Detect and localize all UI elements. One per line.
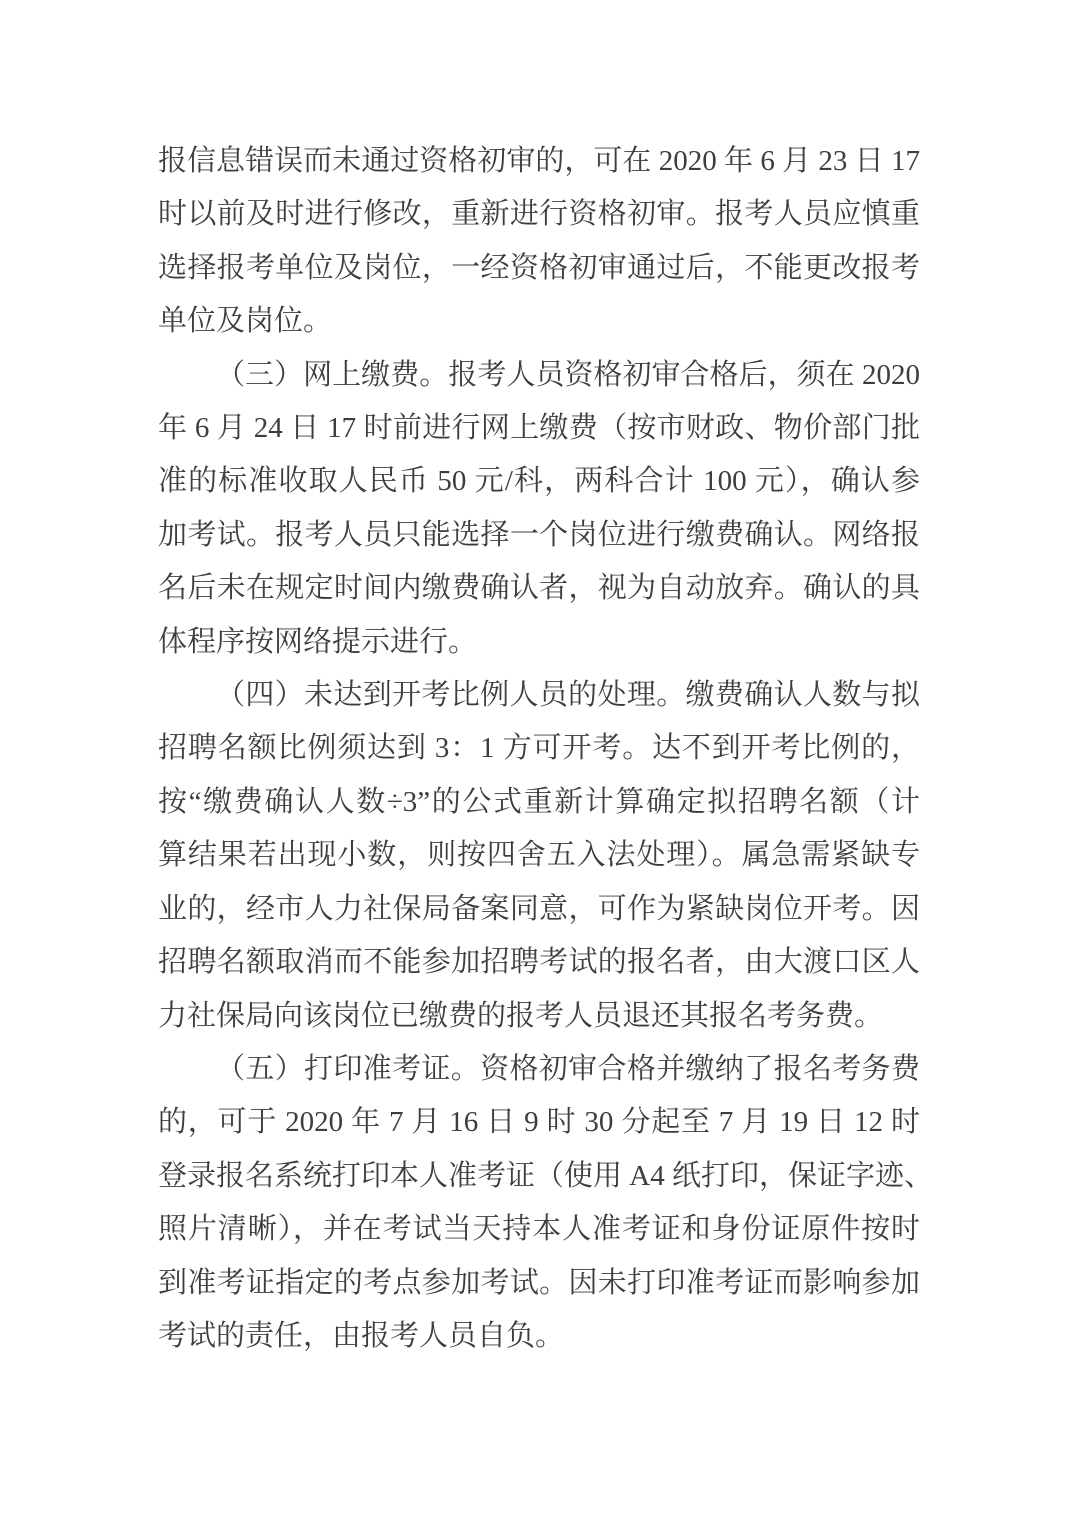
text-line: 考试的责任，由报考人员自负。 [158,1319,565,1352]
paragraph-section-5-admission-ticket [158,1043,933,1363]
paragraph-registration-modification [158,135,920,349]
text-line: 名后未在规定时间内缴费确认者，视为自动放弃。确认的具 [158,572,920,605]
text-line: 到准考证指定的考点参加考试。因未打印准考证而影响参加 [158,1266,920,1299]
paragraph-section-4-exam-ratio [158,669,920,1043]
paragraph-section-3-online-payment [158,349,920,669]
text-line: 时以前及时进行修改，重新进行资格初审。报考人员应慎重 [158,198,920,231]
text-line: 力社保局向该岗位已缴费的报考人员退还其报名考务费。 [158,999,884,1032]
text-line: 报信息错误而未通过资格初审的，可在 2020 年 6 月 23 日 17 [158,145,920,177]
text-line: 招聘名额比例须达到 3：1 方可开考。达不到开考比例的， [158,732,920,765]
text-line: 准的标准收取人民币 50 元/科，两科合计 100 元），确认参 [158,465,920,498]
text-line: 的，可于 2020 年 7 月 16 日 9 时 30 分起至 7 月 19 日 12 时 [158,1106,920,1139]
text-line: 按“缴费确认人数÷3”的公式重新计算确定拟招聘名额（计 [158,785,920,818]
text-line: 招聘名额取消而不能参加招聘考试的报名者，由大渡口区人 [158,946,920,979]
document-text-block [158,135,933,1363]
text-line: 单位及岗位。 [158,305,333,338]
text-line: （四）未达到开考比例人员的处理。缴费确认人数与拟 [216,679,920,712]
text-line: 业的，经市人力社保局备案同意，可作为紧缺岗位开考。因 [158,892,920,925]
text-line: 年 6 月 24 日 17 时前进行网上缴费（按市财政、物价部门批 [158,412,920,445]
text-line: 体程序按网络提示进行。 [158,625,478,658]
text-line: （三）网上缴费。报考人员资格初审合格后，须在 2020 [216,358,920,391]
text-line: （五）打印准考证。资格初审合格并缴纳了报名考务费 [216,1052,920,1085]
text-line: 选择报考单位及岗位，一经资格初审通过后，不能更改报考 [158,251,920,284]
text-line: 加考试。报考人员只能选择一个岗位进行缴费确认。网络报 [158,518,920,551]
text-line: 登录报名系统打印本人准考证（使用 A4 纸打印，保证字迹、 [158,1159,933,1192]
text-line: 照片清晰），并在考试当天持本人准考证和身份证原件按时 [158,1213,920,1246]
text-line: 算结果若出现小数，则按四舍五入法处理）。属急需紧缺专 [158,839,920,872]
